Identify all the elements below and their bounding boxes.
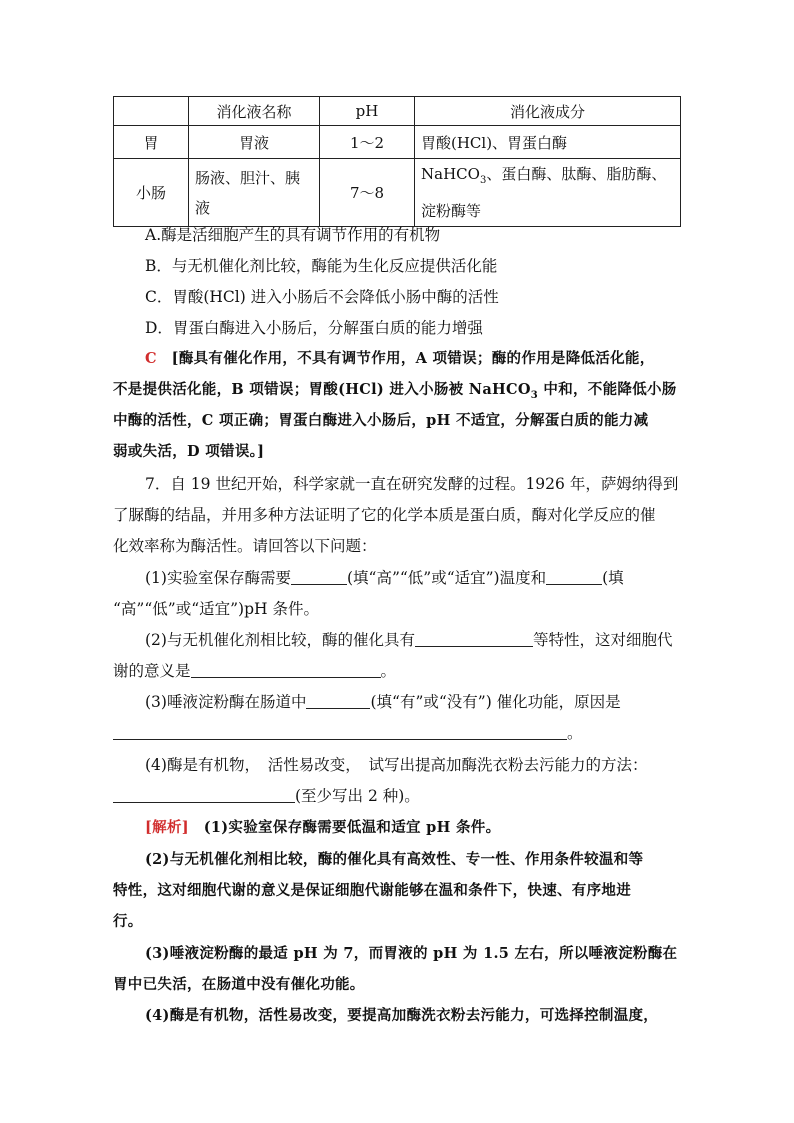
table-header-cell bbox=[114, 97, 189, 126]
answer-blank[interactable] bbox=[306, 692, 370, 709]
explanation-text: 不是提供活化能，B 项错误；胃酸(HCl) 进入小肠被 NaHCO bbox=[113, 381, 531, 398]
explanation-text: 中和，不能降低小肠 bbox=[538, 381, 677, 398]
question-7-part-1 bbox=[145, 568, 624, 588]
table-header-row bbox=[114, 97, 681, 126]
formula-subscript: 3 bbox=[479, 175, 487, 186]
formula-text: NaHCO bbox=[421, 165, 480, 183]
answer-blank[interactable] bbox=[546, 568, 602, 585]
question-7-text: 化效率称为酶活性。请回答以下问题： bbox=[113, 537, 377, 555]
digestive-fluid-table bbox=[113, 96, 681, 227]
option-b: B．与无机催化剂比较，酶能为生化反应提供活化能 bbox=[145, 257, 498, 275]
table-cell-organ: 胃 bbox=[114, 126, 189, 159]
question-text: (3)唾液淀粉酶在肠道中 bbox=[145, 693, 307, 711]
question-7-text: 了脲酶的结晶，并用多种方法证明了它的化学本质是蛋白质，酶对化学反应的催 bbox=[113, 506, 656, 524]
option-a: A.酶是活细胞产生的具有调节作用的有机物 bbox=[145, 226, 441, 244]
question-text: 。 bbox=[567, 724, 583, 742]
analysis-part-1 bbox=[145, 818, 500, 838]
table-cell-ph: 7～8 bbox=[320, 159, 415, 227]
table-cell-fluid bbox=[189, 159, 320, 227]
question-7-part-2-cont bbox=[113, 661, 396, 681]
analysis-part-3: (3)唾液淀粉酶的最适 pH 为 7，而胃液的 pH 为 1.5 左右，所以唾液淀粉酶在 bbox=[145, 945, 678, 962]
answer-explanation-line: 弱或失活，D 项错误。] bbox=[113, 443, 265, 460]
answer-explanation-line: 中酶的活性，C 项正确；胃蛋白酶进入小肠后，pH 不适宜，分解蛋白质的能力减 bbox=[113, 412, 649, 429]
answer-blank[interactable] bbox=[113, 786, 295, 803]
question-7-text: 7．自 19 世纪开始，科学家就一直在研究发酵的过程。1926 年，萨姆纳得到 bbox=[145, 475, 679, 493]
question-7-part-2 bbox=[145, 630, 672, 650]
question-text: (填 bbox=[602, 569, 624, 587]
question-text: (至少写出 2 种)。 bbox=[295, 787, 420, 805]
question-text: (填“高”“低”或“适宜”)温度和 bbox=[346, 569, 547, 587]
answer-blank[interactable] bbox=[415, 630, 533, 647]
table-row bbox=[114, 126, 681, 159]
table-header-cell: 消化液名称 bbox=[189, 97, 320, 126]
cell-text: 、蛋白酶、肽酶、脂肪酶、 bbox=[486, 165, 667, 183]
answer-explanation-line bbox=[113, 380, 677, 406]
analysis-part-4: (4)酶是有机物，活性易改变，要提高加酶洗衣粉去污能力，可选择控制温度， bbox=[145, 1007, 659, 1024]
analysis-text: (1)实验室保存酶需要低温和适宜 pH 条件。 bbox=[188, 819, 501, 836]
cell-text-line: 肠液、胆汁、胰 bbox=[195, 168, 301, 187]
question-7-part-1-cont: “高”“低”或“适宜”)pH 条件。 bbox=[113, 600, 319, 618]
question-7-part-3-cont bbox=[113, 723, 583, 743]
analysis-part-2-cont: 特性，这对细胞代谢的意义是保证细胞代谢能够在温和条件下，快速、有序地进 bbox=[113, 882, 631, 899]
answer-explanation-line bbox=[145, 349, 655, 369]
answer-letter: C bbox=[145, 350, 157, 367]
table-cell-organ: 小肠 bbox=[114, 159, 189, 227]
question-text: 谢的意义是 bbox=[113, 662, 191, 680]
question-7-part-3 bbox=[145, 692, 621, 712]
formula-subscript: 3 bbox=[530, 389, 539, 401]
explanation-text: [酶具有催化作用，不具有调节作用，A 项错误；酶的作用是降低活化能， bbox=[171, 350, 655, 367]
table-header-cell: 消化液成分 bbox=[415, 97, 681, 126]
cell-text-line bbox=[421, 159, 674, 196]
analysis-part-2-cont: 行。 bbox=[113, 913, 143, 930]
cell-text-line: 淀粉酶等 bbox=[421, 202, 482, 220]
table-cell-components bbox=[415, 159, 681, 227]
answer-blank[interactable] bbox=[113, 723, 567, 740]
analysis-part-3-cont: 胃中已失活，在肠道中没有催化功能。 bbox=[113, 976, 365, 993]
table-header-cell: pH bbox=[320, 97, 415, 126]
question-text: (1)实验室保存酶需要 bbox=[145, 569, 291, 587]
table-cell-ph: 1～2 bbox=[320, 126, 415, 159]
question-text: (填“有”或“没有”) 催化功能，原因是 bbox=[370, 693, 621, 711]
question-7-part-4-cont bbox=[113, 786, 420, 806]
question-7-part-4: (4)酶是有机物， 活性易改变， 试写出提高加酶洗衣粉去污能力的方法： bbox=[145, 756, 648, 774]
analysis-part-2: (2)与无机催化剂相比较，酶的催化具有高效性、专一性、作用条件较温和等 bbox=[145, 851, 644, 868]
question-text: 等特性，这对细胞代 bbox=[532, 631, 673, 649]
answer-blank[interactable] bbox=[191, 661, 381, 678]
question-text: (2)与无机催化剂相比较，酶的催化具有 bbox=[145, 631, 415, 649]
cell-text-line: 液 bbox=[195, 198, 211, 217]
answer-blank[interactable] bbox=[291, 568, 347, 585]
table-cell-components: 胃酸(HCl)、胃蛋白酶 bbox=[415, 126, 681, 159]
question-text: 。 bbox=[380, 662, 397, 680]
table-cell-fluid: 胃液 bbox=[189, 126, 320, 159]
analysis-tag: [解析] bbox=[145, 819, 189, 836]
option-d: D．胃蛋白酶进入小肠后，分解蛋白质的能力增强 bbox=[145, 319, 483, 337]
table-row bbox=[114, 159, 681, 227]
option-c: C．胃酸(HCl) 进入小肠后不会降低小肠中酶的活性 bbox=[145, 288, 499, 306]
